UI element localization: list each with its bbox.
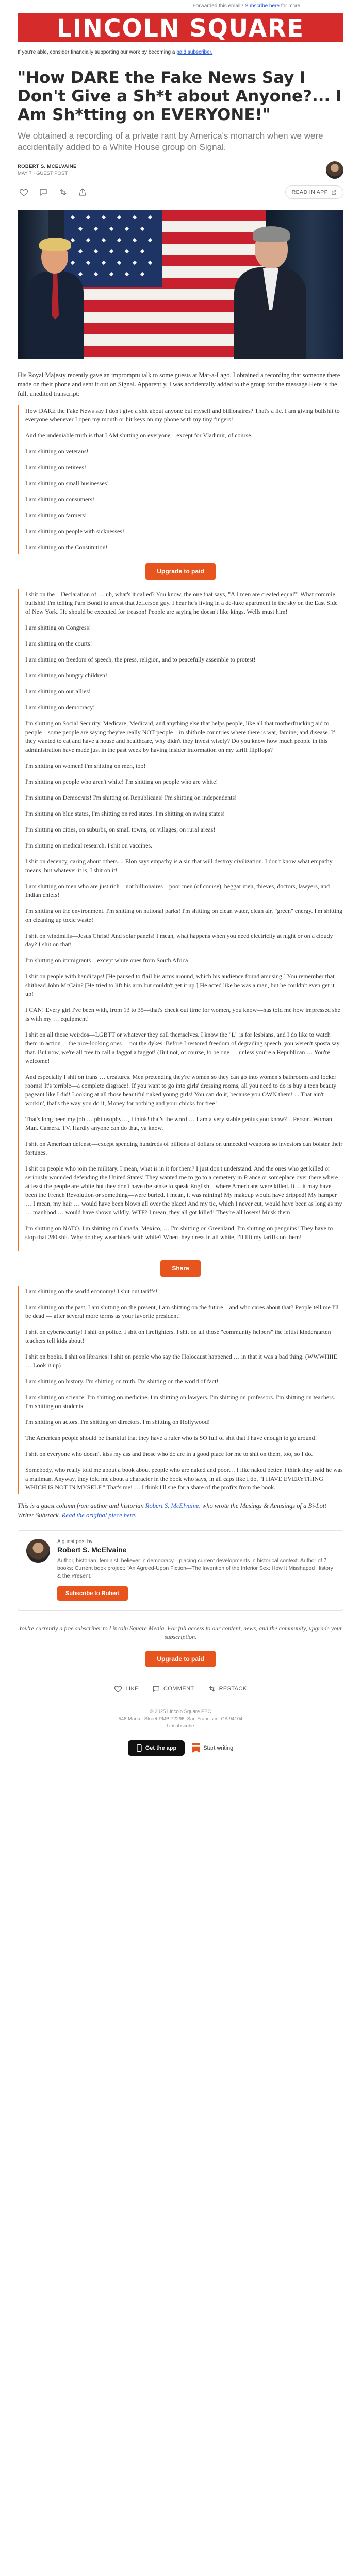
forwarded-note [0, 0, 361, 11]
get-the-app-label: Get the app [145, 1745, 177, 1751]
transcript-block-2 [18, 589, 343, 1251]
article-subtitle: We obtained a recording of a private rant by America's monarch when we were accidentally added to a White House group on Signal. [18, 131, 323, 152]
phone-icon [136, 1744, 142, 1752]
heart-icon [19, 188, 28, 197]
free-subscriber-note: You're currently a free subscriber to Lincoln Square Media. For full access to our content, news, and the community, upgrade your subscription. [19, 1624, 342, 1640]
hero-figure-left [27, 241, 84, 359]
lincoln-square-logo[interactable] [18, 13, 343, 42]
transcript-paragraph: I'm shitting on blue states, I'm shitting on red states. I'm shitting on swing states! [25, 810, 225, 817]
transcript-paragraph: I shit on cybersecurity! I shit on police. I shit on firefighters. I shit on all those "community helpers" the leftist kindergarten teachers tell kids about! [25, 1328, 331, 1344]
transcript-paragraph: I shit on people who join the military. I mean, what is in it for them? I just don't understand. And the ones who get killed or seriously wounded defending the United States! They wanted me to go to a cemetery in France or someplace over there where at least the people are white but they don't have the sense to speak English—where Americans were killed. It ... it may have been the French Revolution or something—were buried. I mean, it was raining! My makeup would have dripped! My hamper … I mean, my hair … would have been blown all over the place! And my tie, which I never cut, would have been as long as my … manhood … would have shown wildly. WTF? I mean, they all got killed! They're all losers! Musk them! [25, 1165, 342, 1216]
transcript-paragraph: Somebody, who really told me about a book about people who are naked and poor… I like naked better. I think they said he was a mailman. Anyway, they told me about a character in the book who says, in all caps like I do, "I HAVE EVERYTHING WHICH IS NOT IN MYSELF." That's me! … I think I'll sue for a share of the profits from the book. [25, 1466, 343, 1491]
transcript-paragraph: I am shitting on the Constitution! [25, 544, 108, 551]
comment-label: COMMENT [163, 1686, 194, 1692]
footer-restack-button[interactable] [208, 1685, 247, 1693]
copyright: © 2025 Lincoln Square PBC [150, 1709, 211, 1715]
transcript-paragraph: I am shitting on farmers! [25, 512, 87, 519]
outro-paragraph [18, 1501, 343, 1520]
transcript-paragraph: I'm shitting on people who aren't white! I'm shitting on people who are white! [25, 778, 218, 785]
restack-icon [58, 188, 68, 197]
restack-label: RESTACK [219, 1686, 247, 1692]
transcript-paragraph: I'm shitting on NATO. I'm shitting on Canada, Mexico, … I'm shitting on Greenland, I'm shitting on penguins! They have to stop that 280 shit. Why do they wear black with white? When they dress in all white, I'll lift my tariffs on them! [25, 1225, 333, 1241]
social-actions [0, 1667, 361, 1693]
read-in-app-button[interactable] [285, 185, 343, 199]
guest-bio: Author, historian, feminist, believer in democracy—placing current developments in historical context. Author of 7 books: Current book project: "An Agreed-Upon Fiction—The Invention of the Inferior Sex: How It Misshaped History & the Present." [57, 1557, 333, 1579]
like-label: LIKE [125, 1686, 139, 1692]
transcript-paragraph: I'm shitting on Democrats! I'm shitting on Republicans! I'm shitting on independents! [25, 794, 237, 801]
comment-icon [39, 188, 48, 197]
transcript-paragraph: I'm shitting on Social Security, Medicare, Medicaid, and anything else that helps people, like all that motherfrucking aid to people—some people are saying they've really NOT people—in shithole countries where there is war, famine, and disease. If they wanted to eat and have a house and healthcare, why didn't they invest wisely? Do you know how much people in this administration have made just in the past week by having insider information on my tariff flipflops? [25, 720, 335, 753]
guest-avatar[interactable] [26, 1539, 50, 1563]
transcript-paragraph: I shit on windmills—Jesus Christ! And solar panels! I mean, what happens when you need electricity at night or on a cloudy day? I shit on that! [25, 932, 333, 948]
transcript-paragraph: I shit on all those weirdos—LGBTT or whatever they call themselves. I know the "L" is for lesbians, and I do like to watch them in action— the nice-looking ones— not the dykes. Before I restored freedom of degrading speech, you weren't sposta say that. But now, we're all free to call a faggot a faggot! (But not, of course, to be one — unless you're a Republican … You're welcome! [25, 1031, 340, 1064]
transcript-paragraph: How DARE the Fake News say I don't give a shit about anyone but myself and billionaires? That's a lie. I am giving bullshit to everyone whenever I open my mouth or hit keys on my phone with my tiny fingers! [25, 407, 340, 423]
transcript-paragraph: I CAN! Every girl I've been with, from 13 to 35—that's check out time for women, you know—has told me how impressed she is with my … equipment! [25, 1006, 340, 1022]
transcript-paragraph: I am shitting on science. I'm shitting on medicine. I'm shitting on lawyers. I'm shitting on professors. I'm shitting on teachers. I'm shitting on students. [25, 1394, 335, 1410]
guest-name[interactable]: Robert S. McElvaine [57, 1546, 127, 1554]
unsubscribe-link[interactable]: Unsubscribe [167, 1723, 194, 1729]
transcript-paragraph: I shit on American defense—except spending hundreds of billions of dollars on unneeded weapons so investors can bolster their fortunes. [25, 1140, 343, 1156]
transcript-paragraph: I am shitting on the courts! [25, 640, 92, 647]
comment-icon [152, 1685, 160, 1693]
transcript-paragraph: I am shitting on veterans! [25, 448, 89, 455]
transcript-paragraph: I shit on the—Declaration of … uh, what's it called? You know, the one that says, "All men are created equal"! What commie bullshit! I'm telling Pam Bondi to arrest that Jefferson guy. I hear he's living in a de-luxe apartment in the sky on the East Side of New York. He should be executed for treason! People are saying he doesn't like kings. Wells must him! [25, 590, 338, 615]
transcript-paragraph: I am shitting on Congress! [25, 624, 91, 631]
share-button[interactable] [76, 186, 89, 198]
restack-icon [208, 1685, 216, 1693]
intro-paragraph: His Royal Majesty recently gave an impromptu talk to some guests at Mar-a-Lago. I obtained a recording that someone there made on their phone and sent it out on Signal. Apparently, I was accidentally added to the group for the message.Here is the full, unedited transcript: [18, 371, 340, 397]
transcript-block-3 [18, 1286, 343, 1494]
author-meta [18, 163, 77, 177]
transcript-paragraph: I shit on books. I shit on libraries! I shit on people who say the Holocaust happened … in that it was a bad thing. (WWWHIIE … Look it up) [25, 1353, 337, 1369]
action-bar [0, 180, 361, 199]
forwarded-suffix: for more [279, 3, 300, 9]
transcript-paragraph: That's long been my job … philosophy…, I think! that's the word … I am a very stable genius you know?…Person. Woman. Man. Camera. TV. Hardly anyone can do that, ya know. [25, 1115, 334, 1131]
author-link[interactable]: Robert S. McElvaine [145, 1502, 199, 1510]
outro-text: This is a guest column from author and historian [18, 1502, 145, 1510]
transcript-paragraph: I am shitting on our allies! [25, 688, 91, 695]
share-cta-button[interactable]: Share [160, 1260, 200, 1277]
transcript-paragraph: And especially I shit on trans … creatures. Men pretending they're women so they can go into women's bathrooms and locker rooms! It's terrible—a complete disgrace!. If you want to go into girls' dressing rooms, all you need to do is buy a teen beauty pageant like I did! Looking at all those beautiful naked young girls! You can do it, because you OWN them! ... That ain't workin', that's the way you do it, Money for nothing and your chicks for free! [25, 1073, 337, 1107]
transcript-paragraph: I'm shitting on women! I'm shitting on men, too! [25, 762, 146, 769]
transcript-paragraph: I'm shitting on immigrants—except white ones from South Africa! [25, 957, 190, 964]
external-link-icon [331, 190, 337, 195]
forwarded-text: Forwarded this email? [192, 3, 245, 9]
transcript-paragraph: I am shitting on history. I'm shitting on truth. I'm shitting on the world of fact! [25, 1378, 219, 1385]
support-text: If you're able, consider financially supporting our work by becoming a [18, 49, 177, 55]
like-button[interactable] [18, 186, 30, 198]
share-icon [78, 188, 87, 197]
transcript-paragraph: I am shitting on men who are just rich—not billionaires—poor men (of course), beggar men, thieves, doctors, lawyers, and Indian chiefs! [25, 883, 330, 899]
transcript-paragraph: I am shitting on the past, I am shitting on the present, I am shitting on the future—and who cares about that? People tell me I'll be dead — after several more terms as your favorite president! [25, 1303, 339, 1319]
transcript-paragraph: I'm shitting on cities, on suburbs, on small towns, on villages, on rural areas! [25, 826, 216, 833]
author-name[interactable]: ROBERT S. MCELVAINE [18, 164, 77, 170]
support-note [0, 46, 361, 57]
footer-like-button[interactable] [114, 1685, 138, 1693]
transcript-paragraph: And the undeniable truth is that I AM shitting on everyone—except for Vladimir, of course. [25, 432, 253, 439]
transcript-block-1 [18, 405, 343, 554]
transcript-paragraph: I shit on everyone who doesn't kiss my ass and those who do are in a good place for me to shit on them, too, so I do. [25, 1450, 313, 1458]
transcript-paragraph: I am shitting on small businesses! [25, 480, 109, 487]
heart-icon [114, 1685, 122, 1693]
transcript-paragraph: I am shitting on hungry children! [25, 672, 107, 679]
guest-label: A guest post by [57, 1539, 93, 1545]
byline [0, 153, 361, 180]
guest-text [57, 1539, 335, 1601]
footer-comment-button[interactable] [152, 1685, 194, 1693]
upgrade-to-paid-button[interactable]: Upgrade to paid [145, 563, 215, 580]
transcript-paragraph: I'm shitting on actors. I'm shitting on directors. I'm shitting on Hollywood! [25, 1418, 210, 1426]
outro-end: . [135, 1512, 137, 1519]
substack-logo-icon [192, 1743, 200, 1753]
comment-button[interactable] [37, 186, 50, 198]
footer-upgrade-cta [0, 1641, 361, 1667]
transcript-paragraph: I shit on people with handicaps! [He paused to flail his arms around, which his audience found amusing.] You remember that shithead John McCain? [He tried to lift his arm but couldn't get it up.] He acted like he was a man, but he couldn't even get it up! [25, 973, 335, 997]
read-in-app-label: READ IN APP [291, 189, 328, 195]
legal-footer [0, 1693, 361, 1730]
upgrade-cta [18, 561, 343, 589]
transcript-paragraph: I'm shitting on medical research. I shit on vaccines. [25, 842, 153, 849]
original-piece-link[interactable]: Read the original piece here [61, 1512, 135, 1519]
subscribe-to-author-button[interactable]: Subscribe to Robert [57, 1586, 128, 1601]
hero-image[interactable] [18, 210, 343, 359]
app-links [0, 1730, 361, 1768]
author-avatar[interactable] [326, 161, 343, 179]
start-writing-label: Start writing [203, 1745, 234, 1751]
hero-figure-right [234, 228, 306, 359]
transcript-paragraph: I am shitting on freedom of speech, the press, religion, and to peacefully assemble to protest! [25, 656, 256, 663]
postal-address: 548 Market Street PMB 72296, San Francisco, CA 94104 [118, 1716, 243, 1722]
transcript-paragraph: I am shitting on retirees! [25, 464, 86, 471]
transcript-paragraph: I am shitting on consumers! [25, 496, 94, 503]
transcript-paragraph: I shit on decency, caring about others.... Elon says empathy is a sin that will destroy civilization. I don't know what empathy means, but whatever it is, I shit on it! [25, 858, 333, 874]
transcript-paragraph: I am shitting on people with sicknesses! [25, 528, 124, 535]
transcript-paragraph: I am shitting on the world economy! I shit out tariffs! [25, 1287, 158, 1295]
footer-upgrade-button[interactable]: Upgrade to paid [145, 1651, 215, 1667]
article-title[interactable]: "How DARE the Fake News Say I Don't Give a Sh*t about Anyone?... I Am Sh*tting on EVERYONE!" [18, 69, 342, 124]
guest-author-card [18, 1530, 343, 1611]
subscribe-here-link[interactable]: Subscribe here [244, 3, 280, 9]
article-body [0, 359, 361, 1520]
post-date: MAY 7 · GUEST POST [18, 171, 68, 176]
start-writing-link[interactable] [192, 1740, 233, 1756]
outro-mid: , who wrote the Musings & Amusings of a Bi-Lott Writer Substack. [18, 1502, 326, 1519]
restack-button[interactable] [57, 186, 69, 198]
masthead [0, 11, 361, 46]
paid-subscriber-link[interactable]: paid subscriber. [176, 49, 213, 55]
share-cta [18, 1258, 343, 1286]
logo-text: LINCOLN SQUARE [56, 13, 305, 43]
transcript-paragraph: The American people should be thankful that they have a ruler who is SO full of shit that I have enough to go around! [25, 1434, 317, 1442]
transcript-paragraph: I'm shitting on the environment. I'm shitting on national parks! I'm shitting on clean water, clean air, "green" energy. I'm shitting on cleaning up toxic waste! [25, 907, 343, 923]
get-the-app-button[interactable] [128, 1740, 185, 1756]
transcript-paragraph: I am shitting on democracy! [25, 704, 95, 711]
